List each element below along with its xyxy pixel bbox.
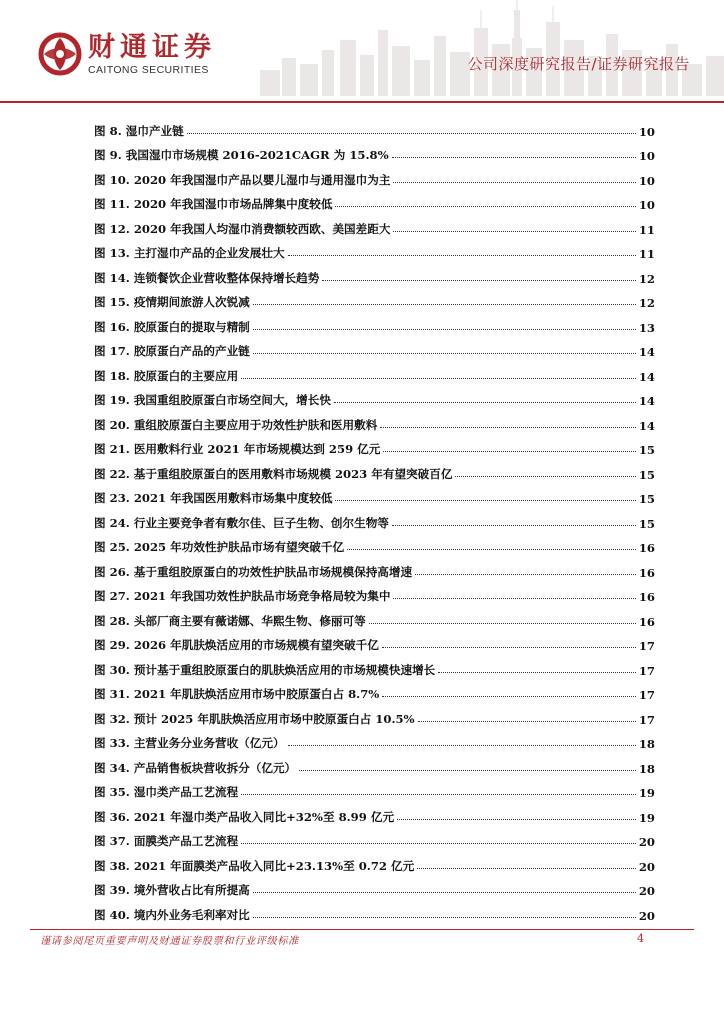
toc-dot-leader bbox=[187, 133, 636, 134]
page-header bbox=[0, 0, 724, 104]
figure-list-toc bbox=[94, 114, 655, 923]
toc-entry-label: 图 13. 主打湿巾产品的企业发展壮大 bbox=[94, 246, 285, 260]
toc-dot-leader bbox=[241, 378, 636, 379]
toc-entry-label: 图 14. 连锁餐饮企业营收整体保持增长趋势 bbox=[94, 270, 320, 285]
toc-entry-label: 图 22. 基于重组胶原蛋白的医用敷料市场规模 2023 年有望突破百亿 bbox=[94, 466, 453, 481]
toc-entry-label: 图 35. 湿巾类产品工艺流程 bbox=[94, 785, 239, 799]
toc-dot-leader bbox=[393, 182, 635, 183]
logo-chinese-name: 财通证券 bbox=[88, 31, 216, 63]
toc-entry-page: 18 bbox=[638, 761, 655, 776]
toc-entry[interactable] bbox=[94, 751, 655, 776]
toc-dot-leader bbox=[418, 721, 636, 722]
header-divider bbox=[0, 101, 724, 103]
toc-entry-page: 13 bbox=[638, 320, 655, 335]
toc-entry-page: 20 bbox=[638, 908, 655, 923]
toc-entry[interactable] bbox=[94, 384, 655, 409]
toc-entry[interactable] bbox=[94, 506, 655, 531]
toc-entry-label: 图 8. 湿巾产业链 bbox=[94, 123, 184, 138]
toc-entry-page: 14 bbox=[638, 418, 655, 433]
toc-entry[interactable] bbox=[94, 800, 655, 825]
toc-entry[interactable] bbox=[94, 727, 655, 752]
toc-entry-page: 14 bbox=[638, 369, 655, 384]
toc-entry[interactable] bbox=[94, 286, 655, 311]
toc-dot-leader bbox=[253, 353, 636, 354]
toc-entry[interactable] bbox=[94, 163, 655, 188]
toc-entry[interactable] bbox=[94, 555, 655, 580]
toc-dot-leader bbox=[334, 402, 636, 403]
toc-entry-label: 图 28. 头部厂商主要有薇诺娜、华熙生物、修丽可等 bbox=[94, 613, 366, 628]
toc-entry-page: 14 bbox=[638, 394, 655, 408]
toc-entry-label: 图 23. 2021 年我国医用敷料市场集中度较低 bbox=[94, 491, 333, 505]
toc-entry-label: 图 17. 胶原蛋白产品的产业链 bbox=[94, 344, 250, 358]
footer-disclaimer: 谨请参阅尾页重要声明及财通证券股票和行业评级标准 bbox=[40, 936, 299, 947]
toc-entry-page: 20 bbox=[638, 884, 655, 898]
toc-entry-label: 图 15. 疫情期间旅游人次锐减 bbox=[94, 295, 250, 309]
toc-entry-label: 图 10. 2020 年我国湿巾产品以婴儿湿巾与通用湿巾为主 bbox=[94, 172, 391, 187]
toc-entry-label: 图 40. 境内外业务毛利率对比 bbox=[94, 907, 250, 922]
toc-entry-page: 11 bbox=[638, 222, 655, 237]
toc-dot-leader bbox=[455, 476, 635, 477]
toc-entry-page: 19 bbox=[638, 810, 655, 825]
toc-entry-page: 16 bbox=[638, 590, 655, 604]
toc-entry-page: 12 bbox=[638, 271, 655, 286]
toc-entry[interactable] bbox=[94, 335, 655, 360]
toc-entry[interactable] bbox=[94, 433, 655, 458]
toc-dot-leader bbox=[383, 451, 636, 452]
caitong-logo-icon bbox=[38, 32, 82, 76]
toc-entry-label: 图 26. 基于重组胶原蛋白的功效性护肤品市场规模保持高增速 bbox=[94, 564, 413, 579]
toc-entry[interactable] bbox=[94, 261, 655, 286]
toc-dot-leader bbox=[392, 157, 636, 158]
toc-entry-label: 图 25. 2025 年功效性护肤品市场有望突破千亿 bbox=[94, 540, 345, 554]
toc-entry[interactable] bbox=[94, 212, 655, 237]
toc-entry-page: 16 bbox=[638, 541, 655, 555]
page-number: 4 bbox=[637, 932, 644, 945]
toc-entry-page: 19 bbox=[638, 786, 655, 800]
toc-dot-leader bbox=[415, 574, 636, 575]
toc-entry-page: 16 bbox=[638, 565, 655, 580]
toc-entry-page: 20 bbox=[638, 859, 655, 874]
toc-dot-leader bbox=[253, 304, 636, 305]
toc-entry-page: 10 bbox=[638, 149, 655, 163]
toc-entry-page: 10 bbox=[638, 173, 655, 188]
toc-dot-leader bbox=[438, 672, 636, 673]
toc-entry[interactable] bbox=[94, 776, 655, 801]
toc-entry[interactable] bbox=[94, 482, 655, 507]
caitong-logo bbox=[38, 32, 216, 76]
toc-dot-leader bbox=[322, 280, 636, 281]
toc-entry-page: 17 bbox=[638, 712, 655, 727]
toc-entry-label: 图 33. 主营业务分业务营收（亿元） bbox=[94, 736, 285, 750]
toc-entry[interactable] bbox=[94, 408, 655, 433]
toc-dot-leader bbox=[382, 647, 636, 648]
toc-dot-leader bbox=[335, 500, 635, 501]
toc-entry-label: 图 24. 行业主要竞争者有敷尔佳、巨子生物、创尔生物等 bbox=[94, 515, 389, 530]
toc-entry[interactable] bbox=[94, 678, 655, 703]
toc-entry-label: 图 39. 境外营收占比有所提高 bbox=[94, 883, 250, 897]
toc-entry[interactable] bbox=[94, 849, 655, 874]
toc-dot-leader bbox=[347, 549, 636, 550]
toc-entry-label: 图 32. 预计 2025 年肌肤焕活应用市场中胶原蛋白占 10.5% bbox=[94, 711, 415, 726]
toc-entry-label: 图 12. 2020 年我国人均湿巾消费额较西欧、美国差距大 bbox=[94, 221, 391, 236]
toc-entry-page: 15 bbox=[638, 516, 655, 531]
toc-entry-label: 图 16. 胶原蛋白的提取与精制 bbox=[94, 319, 250, 334]
toc-dot-leader bbox=[253, 892, 636, 893]
toc-entry[interactable] bbox=[94, 310, 655, 335]
toc-entry[interactable] bbox=[94, 874, 655, 899]
toc-dot-leader bbox=[369, 623, 636, 624]
toc-entry[interactable] bbox=[94, 898, 655, 923]
toc-entry-label: 图 20. 重组胶原蛋白主要应用于功效性护肤和医用敷料 bbox=[94, 417, 378, 432]
toc-dot-leader bbox=[382, 696, 636, 697]
toc-entry-label: 图 36. 2021 年湿巾类产品收入同比+32%至 8.99 亿元 bbox=[94, 809, 395, 824]
toc-dot-leader bbox=[335, 206, 635, 207]
toc-entry[interactable] bbox=[94, 139, 655, 164]
toc-dot-leader bbox=[299, 770, 636, 771]
toc-entry[interactable] bbox=[94, 359, 655, 384]
toc-entry[interactable] bbox=[94, 457, 655, 482]
toc-entry-label: 图 18. 胶原蛋白的主要应用 bbox=[94, 368, 239, 383]
toc-entry[interactable] bbox=[94, 702, 655, 727]
toc-entry-page: 20 bbox=[638, 835, 655, 849]
toc-entry-label: 图 11. 2020 年我国湿巾市场品牌集中度较低 bbox=[94, 197, 333, 211]
toc-entry-page: 15 bbox=[638, 492, 655, 506]
toc-dot-leader bbox=[241, 843, 636, 844]
toc-dot-leader bbox=[253, 329, 636, 330]
toc-entry[interactable] bbox=[94, 629, 655, 654]
toc-entry-page: 18 bbox=[638, 737, 655, 751]
toc-dot-leader bbox=[253, 917, 636, 918]
city-skyline-watermark bbox=[260, 0, 724, 96]
toc-dot-leader bbox=[288, 745, 636, 746]
toc-entry-label: 图 34. 产品销售板块营收拆分（亿元） bbox=[94, 760, 297, 775]
toc-entry-label: 图 31. 2021 年肌肤焕活应用市场中胶原蛋白占 8.7% bbox=[94, 687, 380, 701]
toc-entry[interactable] bbox=[94, 580, 655, 605]
toc-entry-page: 10 bbox=[638, 198, 655, 212]
toc-entry[interactable] bbox=[94, 114, 655, 139]
toc-entry-page: 15 bbox=[638, 443, 655, 457]
toc-entry-label: 图 9. 我国湿巾市场规模 2016-2021CAGR 为 15.8% bbox=[94, 148, 389, 162]
toc-dot-leader bbox=[288, 255, 636, 256]
toc-entry[interactable] bbox=[94, 653, 655, 678]
toc-entry-page: 14 bbox=[638, 345, 655, 359]
toc-entry-page: 11 bbox=[638, 247, 655, 261]
toc-entry-label: 图 21. 医用敷料行业 2021 年市场规模达到 259 亿元 bbox=[94, 442, 381, 456]
toc-entry-label: 图 27. 2021 年我国功效性护肤品市场竞争格局较为集中 bbox=[94, 589, 391, 603]
toc-entry-page: 15 bbox=[638, 467, 655, 482]
toc-entry-page: 17 bbox=[638, 639, 655, 653]
toc-entry[interactable] bbox=[94, 531, 655, 556]
toc-entry[interactable] bbox=[94, 825, 655, 850]
toc-entry-page: 10 bbox=[638, 124, 655, 139]
toc-entry[interactable] bbox=[94, 604, 655, 629]
toc-entry-page: 16 bbox=[638, 614, 655, 629]
footer-divider bbox=[30, 929, 694, 930]
toc-entry-label: 图 19. 我国重组胶原蛋白市场空间大，增长快 bbox=[94, 393, 331, 407]
logo-english-name: CAITONG SECURITIES bbox=[88, 63, 209, 76]
toc-entry-page: 17 bbox=[638, 688, 655, 702]
toc-entry-page: 17 bbox=[638, 663, 655, 678]
toc-dot-leader bbox=[380, 427, 636, 428]
toc-dot-leader bbox=[397, 819, 636, 820]
toc-dot-leader bbox=[392, 525, 636, 526]
toc-entry[interactable] bbox=[94, 188, 655, 213]
toc-entry-label: 图 37. 面膜类产品工艺流程 bbox=[94, 834, 239, 848]
toc-entry-label: 图 38. 2021 年面膜类产品收入同比+23.13%至 0.72 亿元 bbox=[94, 858, 415, 873]
toc-dot-leader bbox=[393, 598, 635, 599]
toc-entry[interactable] bbox=[94, 237, 655, 262]
toc-entry-label: 图 30. 预计基于重组胶原蛋白的肌肤焕活应用的市场规模快速增长 bbox=[94, 662, 436, 677]
report-type-label: 公司深度研究报告/证券研究报告 bbox=[467, 55, 690, 73]
toc-dot-leader bbox=[393, 231, 635, 232]
toc-dot-leader bbox=[417, 868, 636, 869]
toc-dot-leader bbox=[241, 794, 636, 795]
toc-entry-label: 图 29. 2026 年肌肤焕活应用的市场规模有望突破千亿 bbox=[94, 638, 379, 652]
toc-entry-page: 12 bbox=[638, 296, 655, 310]
